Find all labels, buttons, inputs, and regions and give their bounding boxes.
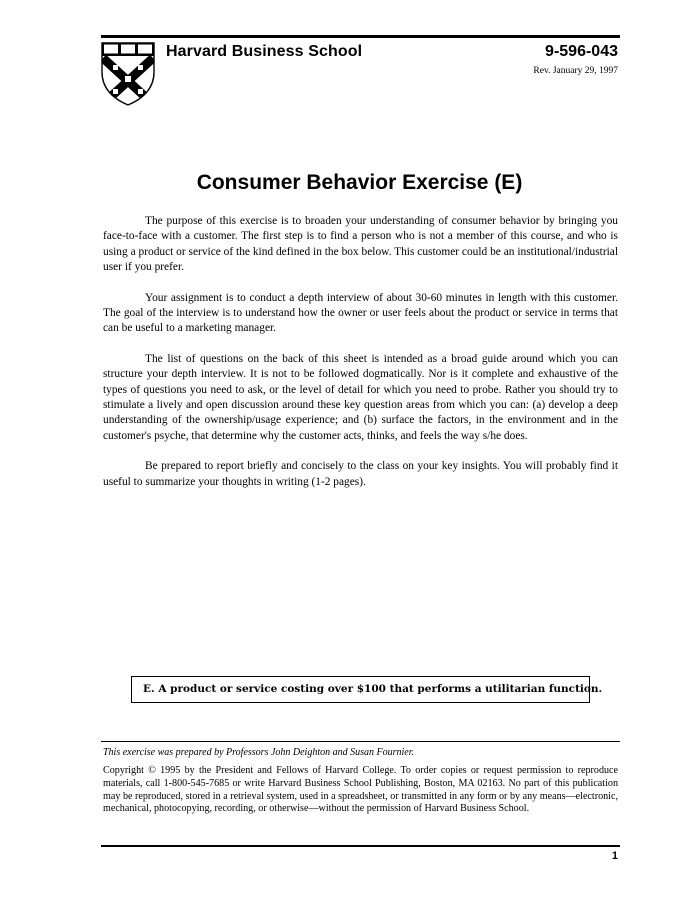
hbs-shield-icon bbox=[101, 42, 155, 106]
body-text bbox=[103, 214, 618, 505]
copyright-notice: Copyright © 1995 by the President and Fellows of Harvard College. To order copies or request permission to reproduce materials, call 1-800-545-7685 or write Harvard Business School Publishing, Boston, MA 02163. No part of this publication may be reproduced, stored in a retrieval system, used in a spreadsheet, or transmitted in any form or by any means—electronic, mechanical, photocopying, recording, or otherwise—without the permission of Harvard Business School. bbox=[103, 765, 618, 815]
paragraph-assignment: Your assignment is to conduct a depth interview of about 30-60 minutes in length with this customer. The goal of the interview is to understand how the owner or user feels about the product or service in terms that can be useful to a marketing manager. bbox=[103, 291, 618, 335]
revision-date: Rev. January 29, 1997 bbox=[533, 66, 618, 76]
document-number: 9-596-043 bbox=[545, 43, 618, 60]
product-definition-box bbox=[131, 676, 603, 703]
paragraph-questions: The list of questions on the back of this sheet is intended as a broad guide around which you can structure your depth interview. It is not to be followed dogmatically. Nor is it complete and exhaustive of the types of questions you need to ask, or the level of detail for which you need to probe. Rather you should try to stimulate a lively and open discussion around these key question areas from which you can: (a) develop a deep understanding of the ownership/usage experience; and (b) surface the factors, in the environment and in the customer's psyche, that determine why the customer acts, thinks, and feels the way s/he does. bbox=[103, 352, 618, 442]
page-title: Consumer Behavior Exercise (E) bbox=[196, 171, 523, 194]
footer-rule bbox=[101, 741, 620, 742]
paragraph-report: Be prepared to report briefly and concisely to the class on your key insights. You will probably find it useful to summarize your thoughts in writing (1-2 pages). bbox=[103, 460, 618, 488]
school-name: Harvard Business School bbox=[166, 43, 363, 60]
page-number: 1 bbox=[611, 850, 618, 862]
prepared-by-note: This exercise was prepared by Professors John Deighton and Susan Fournier. bbox=[103, 747, 414, 758]
header-rule bbox=[101, 35, 620, 38]
page-bottom-rule bbox=[101, 845, 620, 847]
paragraph-purpose: The purpose of this exercise is to broaden your understanding of consumer behavior by bringing you face-to-face with a customer. The first step is to find a person who is not a member of this course, and who is using a product or service of the kind defined in the box below. This customer could be an institutional/industrial user if you prefer. bbox=[103, 215, 618, 274]
product-definition-text: E. A product or service costing over $100 that performs a utilitarian function. bbox=[143, 683, 603, 695]
